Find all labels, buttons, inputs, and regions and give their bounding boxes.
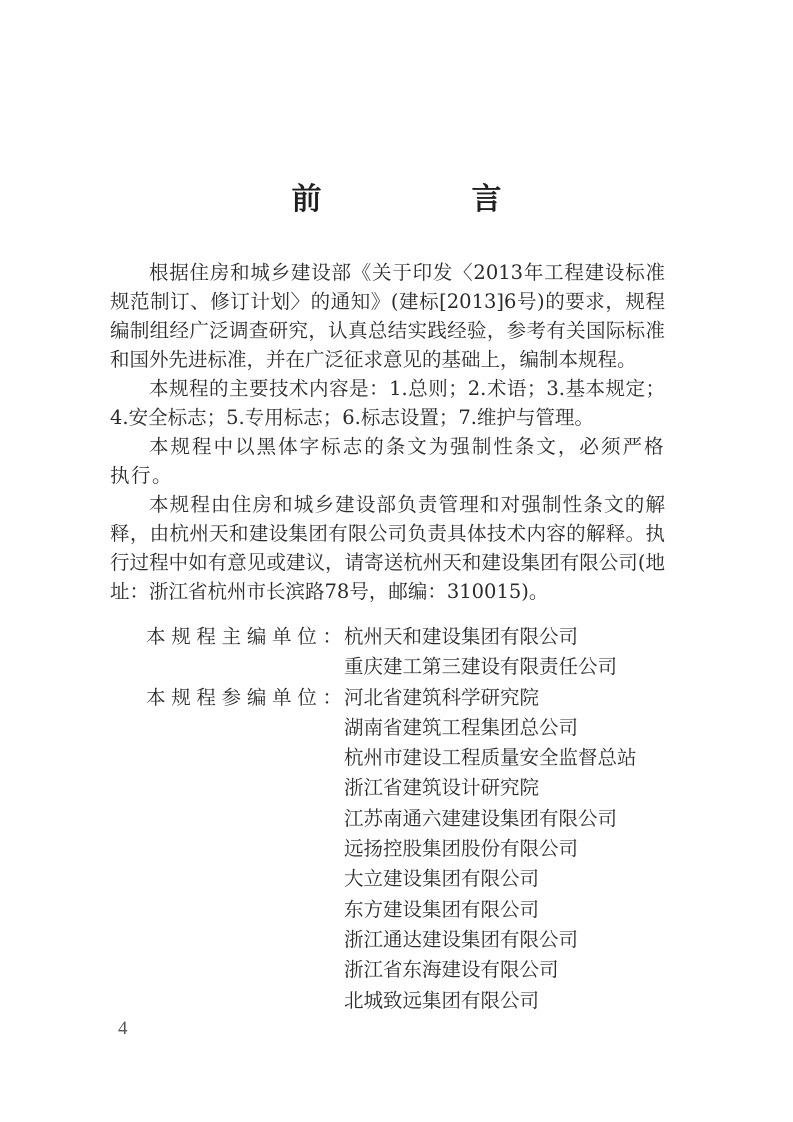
participating-units-list (344, 683, 637, 1016)
units-block (146, 622, 637, 1016)
participating-unit-item: 浙江省东海建设有限公司 (344, 958, 559, 982)
chief-unit-item: 重庆建工第三建设有限责任公司 (344, 655, 618, 679)
page-title: 前 言 (291, 182, 562, 217)
participating-units-label: 本规程参编单位： (146, 685, 342, 709)
preface-body (110, 258, 665, 606)
chief-units-row (146, 622, 637, 683)
paragraph-management: 本规程由住房和城乡建设部负责管理和对强制性条文的解释，由杭州天和建设集团有限公司负责具体技术内容的解释。执行过程中如有意见或建议，请寄送杭州天和建设集团有限公司(地址：浙江省杭州市长滨路78号，邮编：310015)。 (110, 493, 665, 603)
participating-unit-item: 远扬控股集团股份有限公司 (344, 837, 579, 861)
page-number: 4 (118, 1018, 128, 1039)
paragraph-contents: 本规程的主要技术内容是：1.总则；2.术语；3.基本规定；4.安全标志；5.专用标志；6.标志设置；7.维护与管理。 (110, 377, 665, 429)
chief-unit-item: 杭州天和建设集团有限公司 (344, 625, 579, 648)
participating-unit-item: 江苏南通六建建设集团有限公司 (344, 806, 618, 830)
participating-unit-item: 东方建设集团有限公司 (344, 897, 540, 921)
participating-unit-item: 浙江省建筑设计研究院 (344, 776, 540, 800)
chief-units-list (344, 622, 617, 683)
participating-unit-item: 浙江通达建设集团有限公司 (344, 927, 579, 951)
participating-unit-item: 河北省建筑科学研究院 (344, 685, 540, 709)
paragraph-basis: 根据住房和城乡建设部《关于印发〈2013年工程建设标准规范制订、修订计划〉的通知》(建标[2013]6号)的要求，规程编制组经广泛调查研究，认真总结实践经验，参考有关国际标准和国外先进标准，并在广泛征求意见的基础上，编制本规程。 (110, 261, 665, 371)
participating-unit-item: 大立建设集团有限公司 (344, 867, 540, 891)
participating-unit-item: 湖南省建筑工程集团总公司 (344, 715, 579, 739)
participating-unit-item: 杭州市建设工程质量安全监督总站 (344, 746, 637, 770)
chief-units-label: 本规程主编单位： (146, 625, 342, 648)
paragraph-mandatory: 本规程中以黑体字标志的条文为强制性条文，必须严格执行。 (110, 435, 665, 487)
participating-unit-item: 北城致远集团有限公司 (344, 988, 540, 1012)
participating-units-row (146, 683, 637, 1016)
